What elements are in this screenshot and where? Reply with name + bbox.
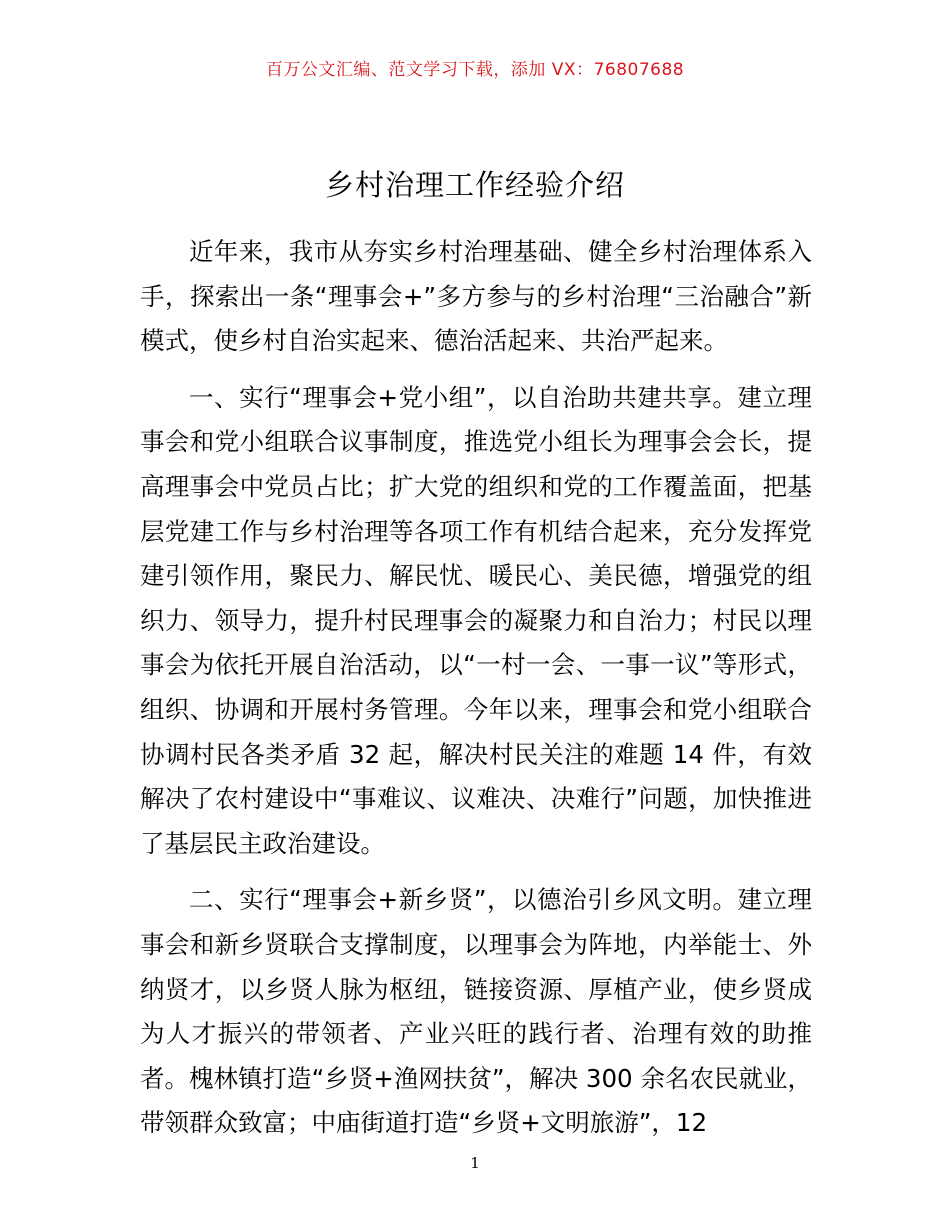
- document-title: 乡村治理工作经验介绍: [324, 168, 625, 202]
- paragraph-intro: 近年来，我市从夯实乡村治理基础、健全乡村治理体系入手，探索出一条“理事会+”多方参与的乡村治理“三治融合”新模式，使乡村自治实起来、德治活起来、共治严起来。: [140, 237, 812, 356]
- paragraph-section-two: 二、实行“理事会+新乡贤”，以德治引乡风文明。建立理事会和新乡贤联合支撑制度，以理事会为阵地，内举能士、外纳贤才，以乡贤人脉为枢纽，链接资源、厚植产业，使乡贤成为人才振兴的带领者、产业兴旺的践行者、治理有效的助推者。槐林镇打造“乡贤+渔网扶贫”，解决 300 余名农民就业，带领群众致富；中庙街道打造“乡贤+文明旅游”，12: [140, 885, 812, 1138]
- page-number: 1: [470, 1154, 480, 1172]
- paragraph-section-one: 一、实行“理事会+党小组”，以自治助共建共享。建立理事会和党小组联合议事制度，推选党小组长为理事会会长，提高理事会中党员占比；扩大党的组织和党的工作覆盖面，把基层党建工作与乡村治理等各项工作有机结合起来，充分发挥党建引领作用，聚民力、解民忧、暖民心、美民德，增强党的组织力、领导力，提升村民理事会的凝聚力和自治力；村民以理事会为依托开展自治活动，以“一村一会、一事一议”等形式，组织、协调和开展村务管理。今年以来，理事会和党小组联合协调村民各类矛盾 32 起，解决村民关注的难题 14 件，有效解决了农村建设中“事难议、议难决、决难行”问题，加快推进了基层民主政治建设。: [140, 382, 812, 858]
- document-body: [140, 230, 812, 1146]
- header-banner: 百万公文汇编、范文学习下载，添加 VX：76807688: [265, 60, 685, 80]
